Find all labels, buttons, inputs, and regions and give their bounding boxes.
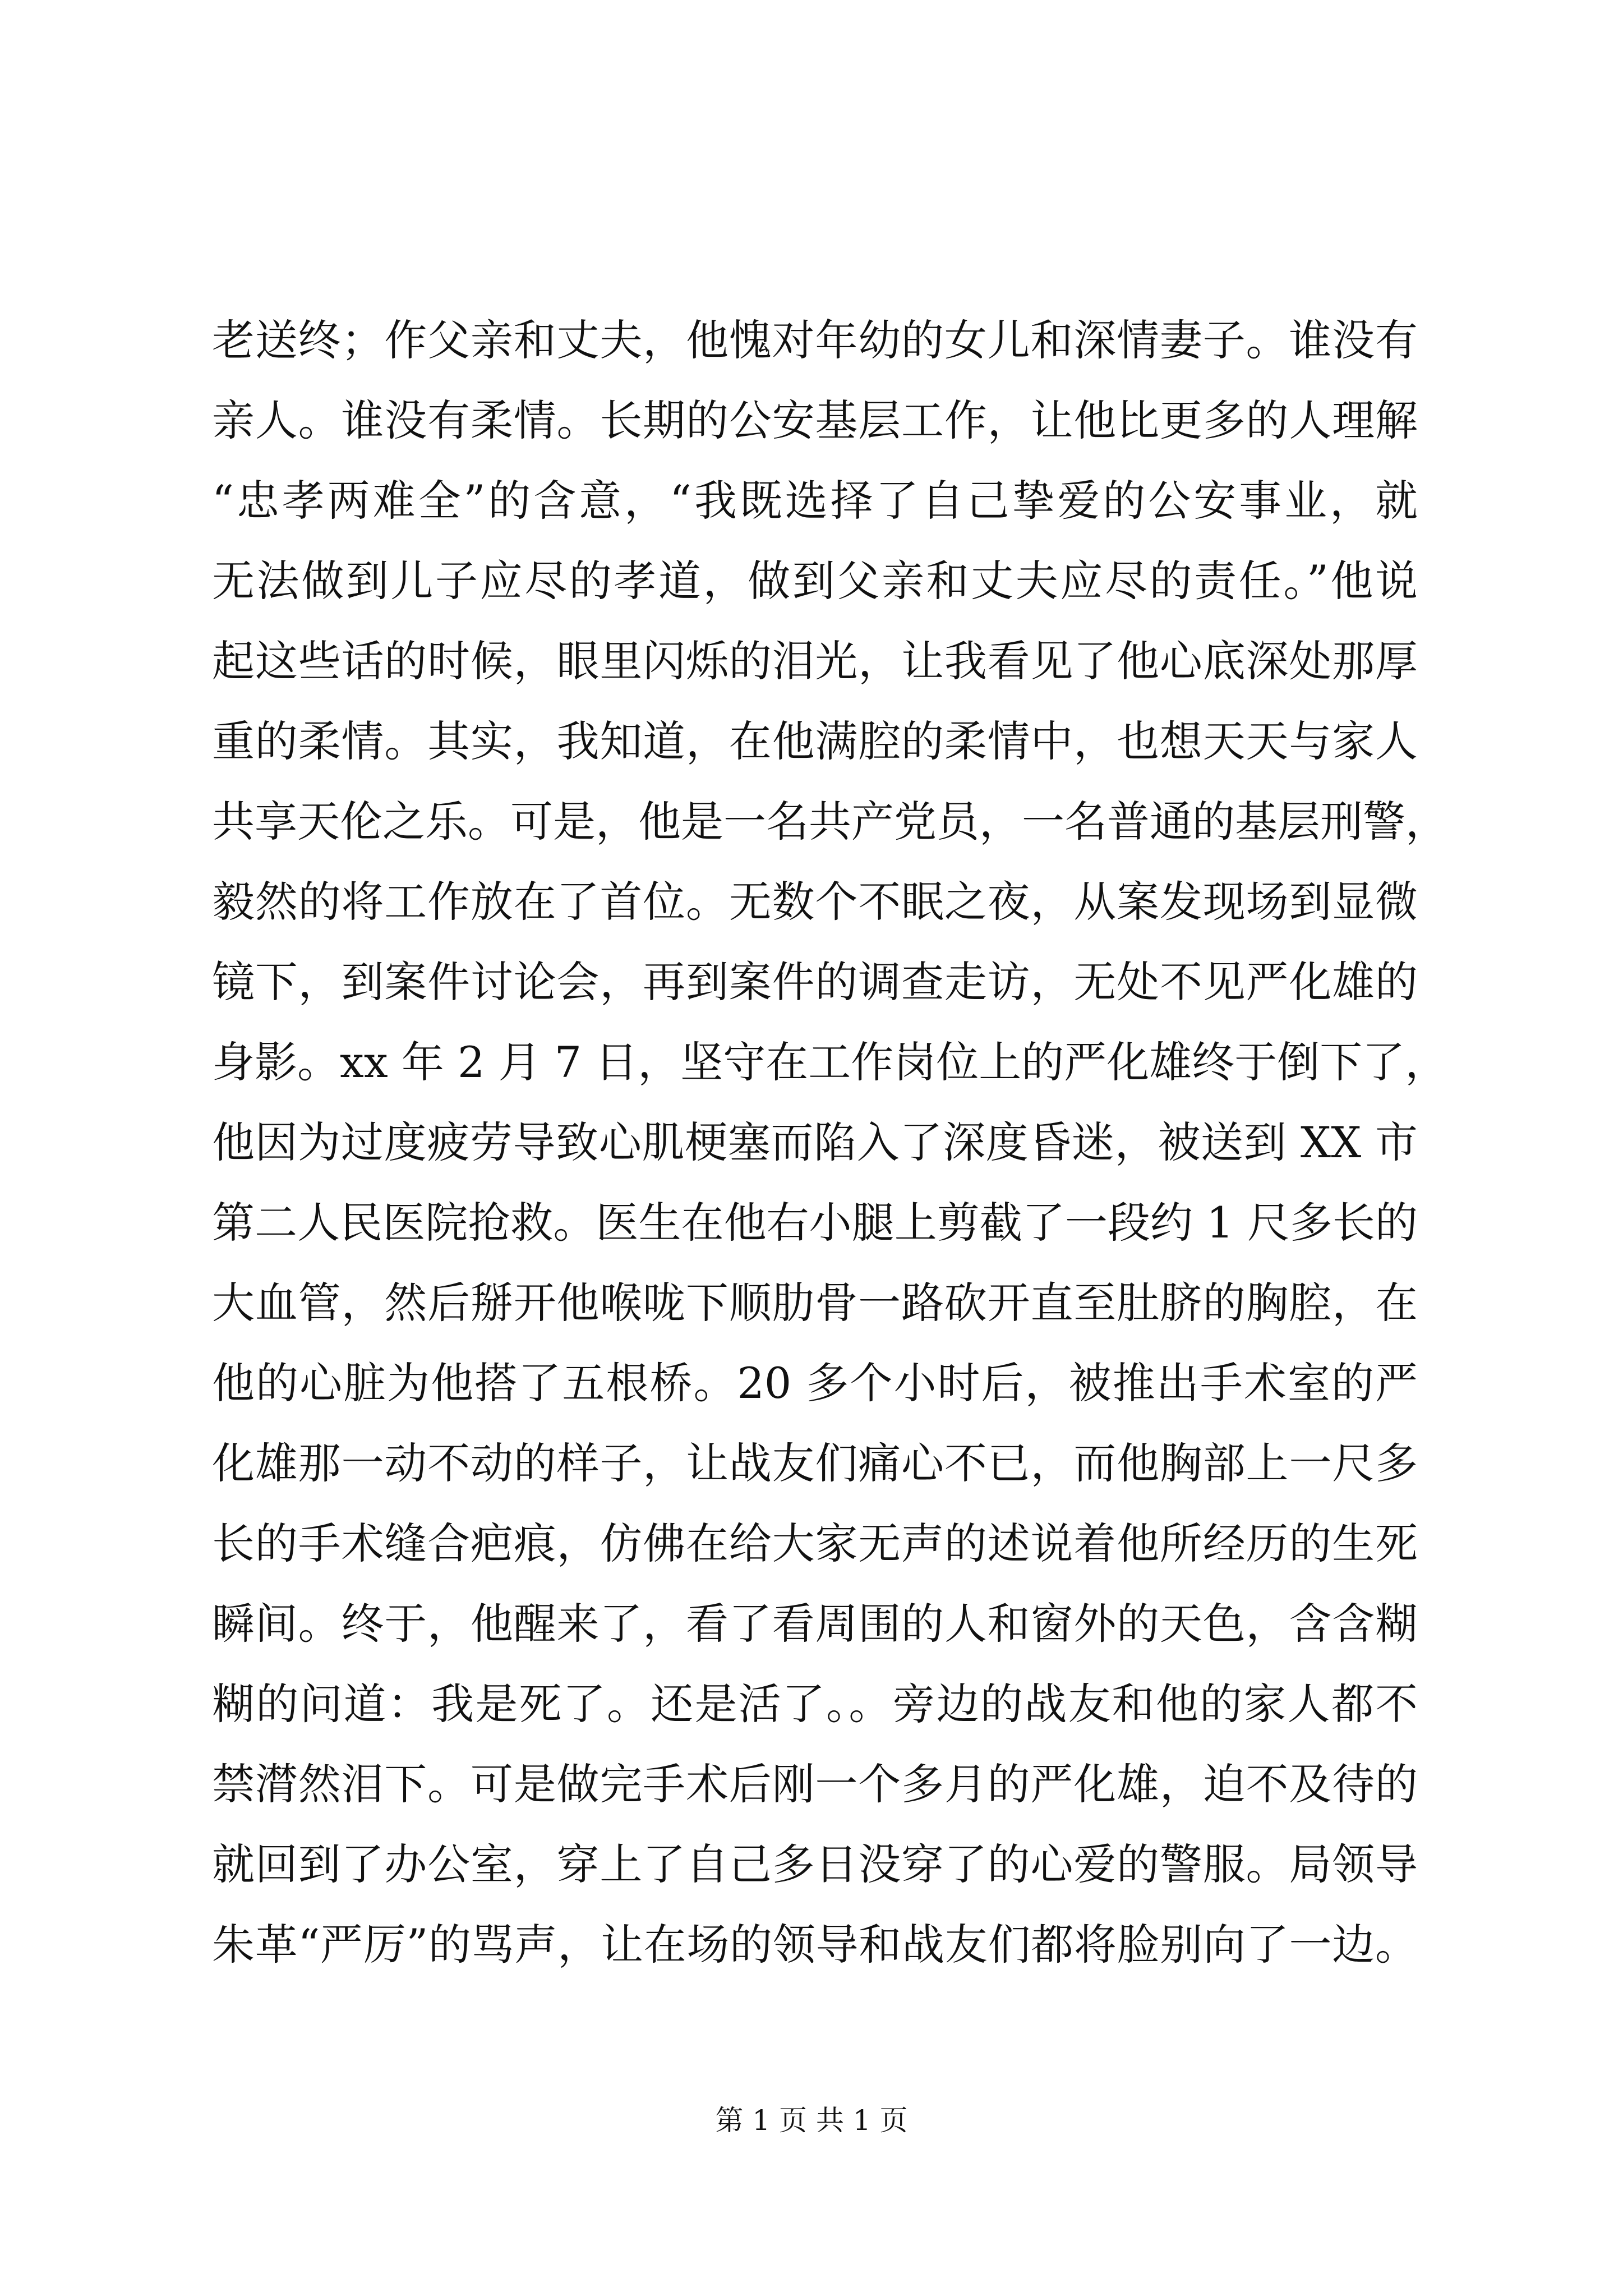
text-line: 糊的问道：我是死了。还是活了。。旁边的战友和他的家人都不 bbox=[212, 1679, 1418, 1729]
text-line: 朱革“严厉”的骂声，让在场的领导和战友们都将脸别向了一边。 bbox=[212, 1920, 1418, 1970]
text-line: 他因为过度疲劳导致心肌梗塞而陷入了深度昏迷，被送到 XX 市 bbox=[212, 1117, 1418, 1167]
text-line: 老送终；作父亲和丈夫，他愧对年幼的女儿和深情妻子。谁没有 bbox=[212, 315, 1418, 365]
body-text bbox=[212, 300, 1448, 1985]
text-line: 毅然的将工作放在了首位。无数个不眠之夜，从案发现场到显微 bbox=[212, 877, 1418, 927]
text-line: 第二人民医院抢救。医生在他右小腿上剪截了一段约 1 尺多长的 bbox=[212, 1198, 1418, 1248]
text-line: 瞬间。终于，他醒来了，看了看周围的人和窗外的天色，含含糊 bbox=[212, 1599, 1418, 1649]
page-footer: 第 1 页 共 1 页 bbox=[715, 2104, 908, 2137]
text-line: 他的心脏为他搭了五根桥。20 多个小时后，被推出手术室的严 bbox=[212, 1358, 1418, 1408]
text-line: 就回到了办公室，穿上了自己多日没穿了的心爱的警服。局领导 bbox=[212, 1839, 1418, 1889]
text-line: “忠孝两难全”的含意，“我既选择了自己挚爱的公安事业，就 bbox=[212, 476, 1418, 526]
text-line: 共享天伦之乐。可是，他是一名共产党员，一名普通的基层刑警， bbox=[212, 797, 1448, 846]
text-line: 大血管，然后掰开他喉咙下顺肋骨一路砍开直至肚脐的胸腔，在 bbox=[212, 1278, 1418, 1328]
text-line: 镜下，到案件讨论会，再到案件的调查走访，无处不见严化雄的 bbox=[212, 957, 1418, 1007]
text-line: 无法做到儿子应尽的孝道，做到父亲和丈夫应尽的责任。”他说 bbox=[212, 556, 1418, 606]
text-line: 长的手术缝合疤痕，仿佛在给大家无声的述说着他所经历的生死 bbox=[212, 1519, 1418, 1568]
text-line: 化雄那一动不动的样子，让战友们痛心不已，而他胸部上一尺多 bbox=[212, 1438, 1418, 1488]
text-line: 起这些话的时候，眼里闪烁的泪光，让我看见了他心底深处那厚 bbox=[212, 636, 1418, 686]
text-line: 禁潸然泪下。可是做完手术后刚一个多月的严化雄，迫不及待的 bbox=[212, 1759, 1418, 1809]
text-line: 身影。xx 年 2 月 7 日，坚守在工作岗位上的严化雄终于倒下了， bbox=[212, 1037, 1448, 1087]
text-line: 亲人。谁没有柔情。长期的公安基层工作，让他比更多的人理解 bbox=[212, 395, 1418, 445]
text-line: 重的柔情。其实，我知道，在他满腔的柔情中，也想天天与家人 bbox=[212, 716, 1418, 766]
